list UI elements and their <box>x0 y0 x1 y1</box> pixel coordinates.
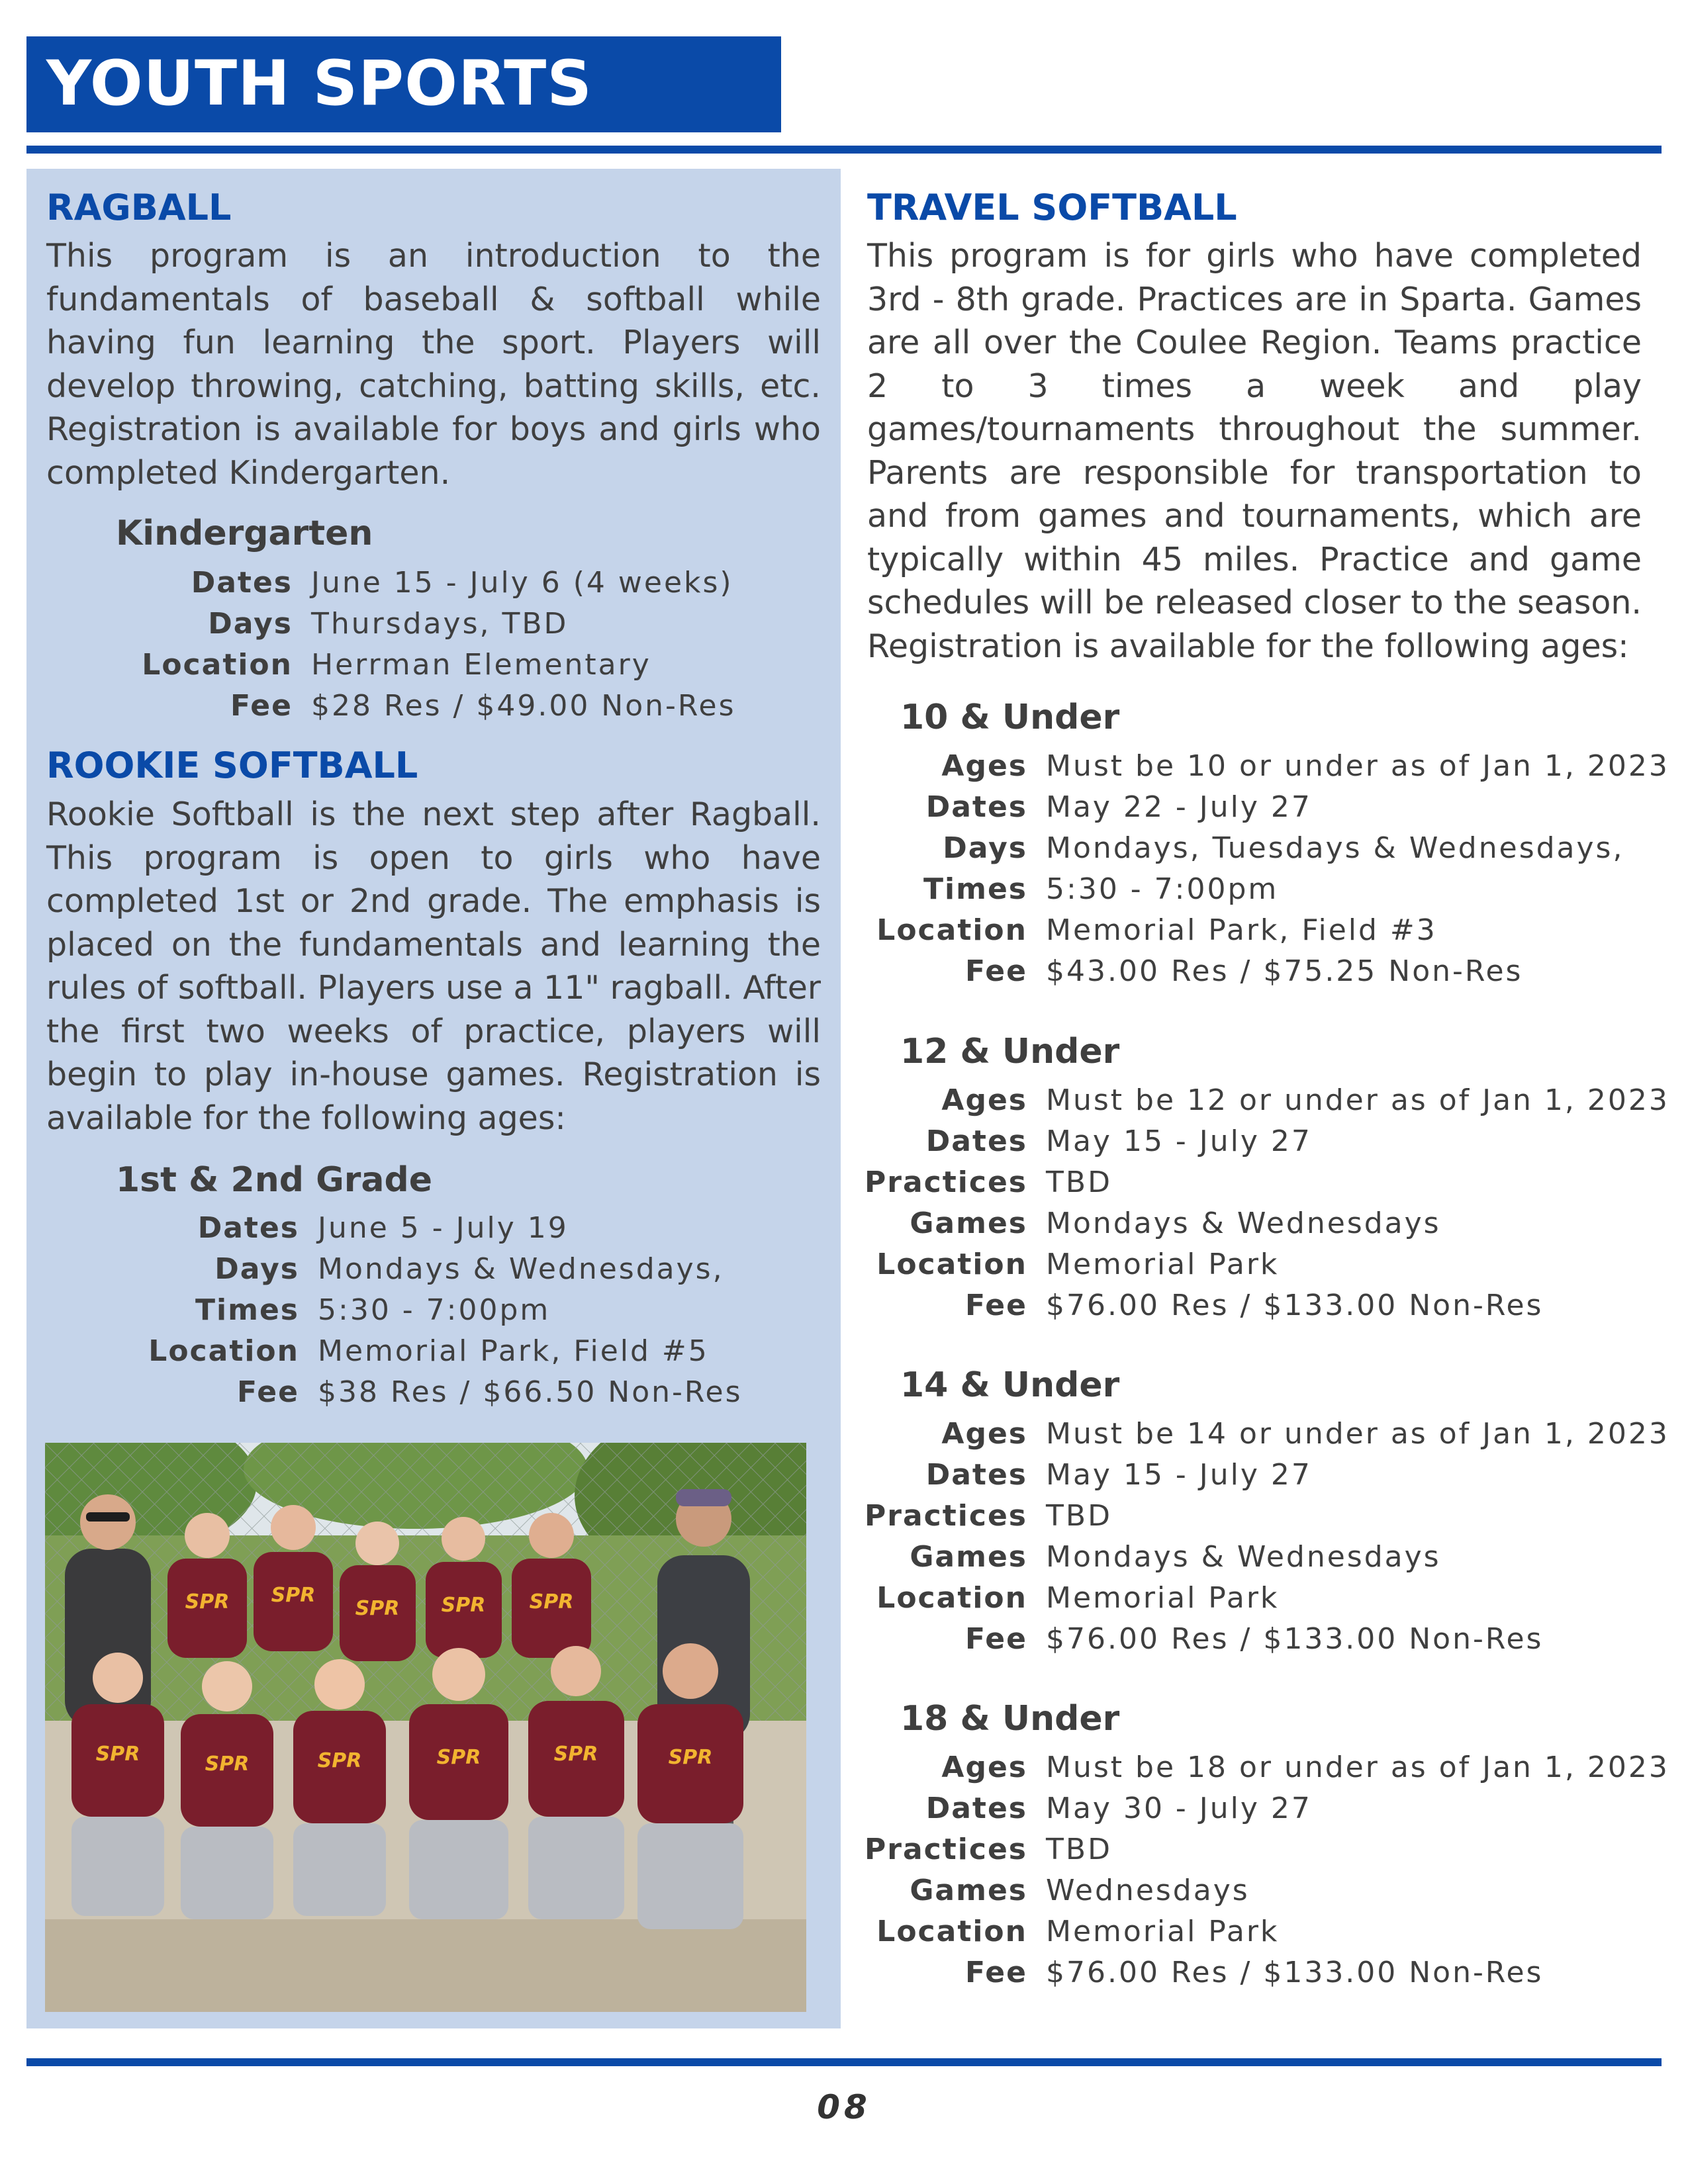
jersey-text: SPR <box>185 1590 230 1614</box>
jersey-text: SPR <box>205 1752 250 1776</box>
page-title-banner <box>26 36 781 132</box>
jersey-text: SPR <box>271 1584 316 1607</box>
rookie-title: ROOKIE SOFTBALL <box>46 745 418 786</box>
travel-group-18u-heading: 18 & Under <box>900 1699 1120 1739</box>
travel-title: TRAVEL SOFTBALL <box>867 187 1237 228</box>
jersey-text: SPR <box>441 1594 486 1617</box>
travel-group-10u-heading: 10 & Under <box>900 698 1120 737</box>
top-divider <box>26 146 1662 154</box>
travel-group-12u-heading: 12 & Under <box>900 1032 1120 1071</box>
travel-description: This program is for girls who have completed 3rd - 8th grade. Practices are in Sparta. Games are all over the Coulee Region. Teams practice 2 to 3 times a week and play games/tournaments throughout the summer. Parents are responsible for transportation to and from games and tournaments, which are typically within 45 miles. Practice and game schedules will be released closer to the season. Registration is available for the following ages: <box>867 237 1642 665</box>
ragball-group-heading: Kindergarten <box>116 514 373 553</box>
jersey-text: SPR <box>529 1590 574 1614</box>
jersey-text: SPR <box>95 1743 140 1766</box>
bottom-divider <box>26 2058 1662 2066</box>
jersey-text: SPR <box>668 1746 713 1769</box>
ragball-title: RAGBALL <box>46 187 232 228</box>
page-title: YOUTH SPORTS <box>46 48 592 120</box>
team-photo-illustration <box>45 1443 806 2012</box>
jersey-text: SPR <box>436 1746 481 1769</box>
travel-group-14u-heading: 14 & Under <box>900 1365 1120 1405</box>
ragball-description: This program is an introduction to the fundamentals of baseball & softball while having fun learning the sport. Players will develop throwing, catching, batting skills, etc. Registration is available for boys and girls who completed Kindergarten. <box>46 237 821 492</box>
jersey-text: SPR <box>553 1743 598 1766</box>
jersey-text: SPR <box>317 1749 362 1772</box>
jersey-text: SPR <box>355 1597 400 1620</box>
page-number: 08 <box>817 2088 871 2126</box>
rookie-description: Rookie Softball is the next step after Ragball. This program is open to girls who have completed 1st or 2nd grade. The emphasis is placed on the fundamentals and learning the rules of softball. Players use a 11" ragball. After the first two weeks of practice, players will begin to play in-house games. Registration is available for the following ages: <box>46 796 821 1137</box>
team-photo <box>45 1443 806 2012</box>
rookie-group-heading: 1st & 2nd Grade <box>116 1160 432 1200</box>
